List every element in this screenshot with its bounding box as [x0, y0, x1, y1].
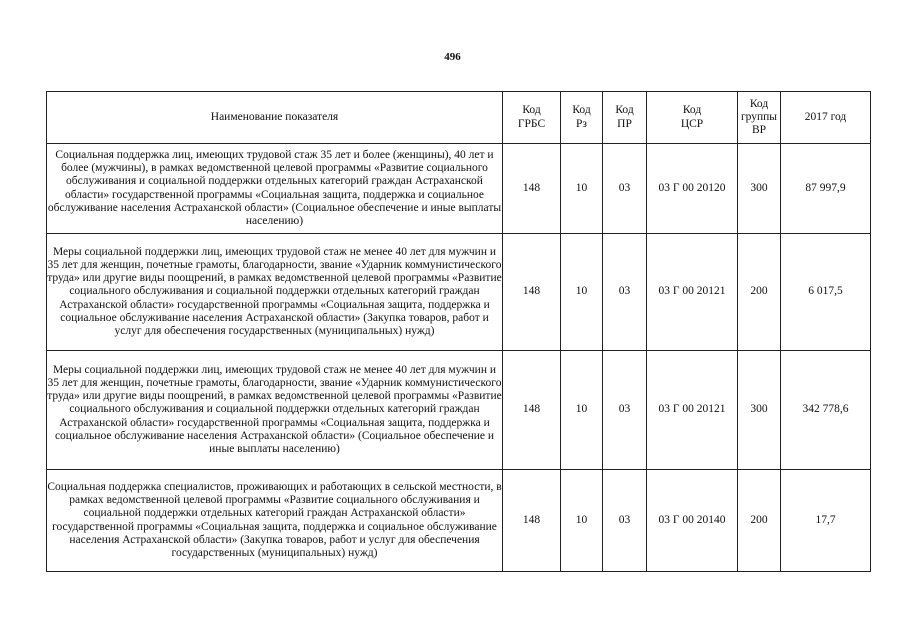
table-row — [47, 144, 871, 234]
cell-pr: 03 — [603, 470, 647, 572]
cell-vr: 200 — [738, 470, 781, 572]
header-name: Наименование показателя — [47, 92, 503, 144]
cell-grbs: 148 — [503, 234, 561, 351]
cell-csr: 03 Г 00 20121 — [647, 234, 738, 351]
cell-amount: 87 997,9 — [781, 144, 871, 234]
header-vr: Код группы ВР — [738, 92, 781, 144]
cell-pr: 03 — [603, 351, 647, 470]
header-csr: Код ЦСР — [647, 92, 738, 144]
cell-pr: 03 — [603, 234, 647, 351]
cell-indicator-name: Меры социальной поддержки лиц, имеющих трудовой стаж не менее 40 лет для мужчин и 35 лет для женщин, почетные грамоты, благодарности, звание «Ударник коммунистического труда» или другие виды поощрений, в рамках ведомственной целевой программы «Развитие социального обслуживания и социальной поддержки отдельных категорий граждан Астраханской области» государственной программы «Социальная защита, поддержка и социальное обслуживание населения Астраханской области» (Закупка товаров, работ и услуг для обеспечения государственных (муниципальных) нужд) — [47, 234, 503, 351]
header-rz: Код Рз — [561, 92, 603, 144]
cell-indicator-name: Социальная поддержка специалистов, проживающих и работающих в сельской местности, в рамках ведомственной целевой программы «Развитие социального обслуживания и социальной поддержки отдельных категорий граждан Астраханской области» государственной программы «Социальная защита, поддержка и социальное обслуживание населения Астраханской области» (Закупка товаров, работ и услуг для обеспечения государственных (муниципальных) нужд) — [47, 470, 503, 572]
cell-grbs: 148 — [503, 144, 561, 234]
cell-indicator-name: Социальная поддержка лиц, имеющих трудовой стаж 35 лет и более (женщины), 40 лет и более (мужчины), в рамках ведомственной целевой программы «Развитие социального обслуживания и социальной поддержки отдельных категорий граждан Астраханской области» государственной программы «Социальная защита, поддержка и социальное обслуживание населения Астраханской области» (Социальное обеспечение и иные выплаты населению) — [47, 144, 503, 234]
cell-grbs: 148 — [503, 470, 561, 572]
cell-indicator-name: Меры социальной поддержки лиц, имеющих трудовой стаж не менее 40 лет для мужчин и 35 лет для женщин, почетные грамоты, благодарности, звание «Ударник коммунистического труда» или другие виды поощрений, в рамках ведомственной целевой программы «Развитие социального обслуживания и социальной поддержки отдельных категорий граждан Астраханской области» государственной программы «Социальная защита, поддержка и социальное обслуживание населения Астраханской области» (Социальное обеспечение и иные выплаты населению) — [47, 351, 503, 470]
cell-csr: 03 Г 00 20121 — [647, 351, 738, 470]
cell-vr: 300 — [738, 351, 781, 470]
cell-rz: 10 — [561, 470, 603, 572]
header-year: 2017 год — [781, 92, 871, 144]
header-grbs: Код ГРБС — [503, 92, 561, 144]
cell-rz: 10 — [561, 351, 603, 470]
cell-pr: 03 — [603, 144, 647, 234]
cell-grbs: 148 — [503, 351, 561, 470]
budget-table — [46, 91, 871, 572]
table-row — [47, 351, 871, 470]
cell-vr: 200 — [738, 234, 781, 351]
cell-amount: 6 017,5 — [781, 234, 871, 351]
cell-vr: 300 — [738, 144, 781, 234]
cell-amount: 342 778,6 — [781, 351, 871, 470]
table-row — [47, 470, 871, 572]
cell-rz: 10 — [561, 234, 603, 351]
table-row — [47, 234, 871, 351]
cell-amount: 17,7 — [781, 470, 871, 572]
cell-csr: 03 Г 00 20140 — [647, 470, 738, 572]
cell-rz: 10 — [561, 144, 603, 234]
header-pr: Код ПР — [603, 92, 647, 144]
cell-csr: 03 Г 00 20120 — [647, 144, 738, 234]
table-header-row — [47, 92, 871, 144]
page-number: 496 — [444, 51, 461, 63]
